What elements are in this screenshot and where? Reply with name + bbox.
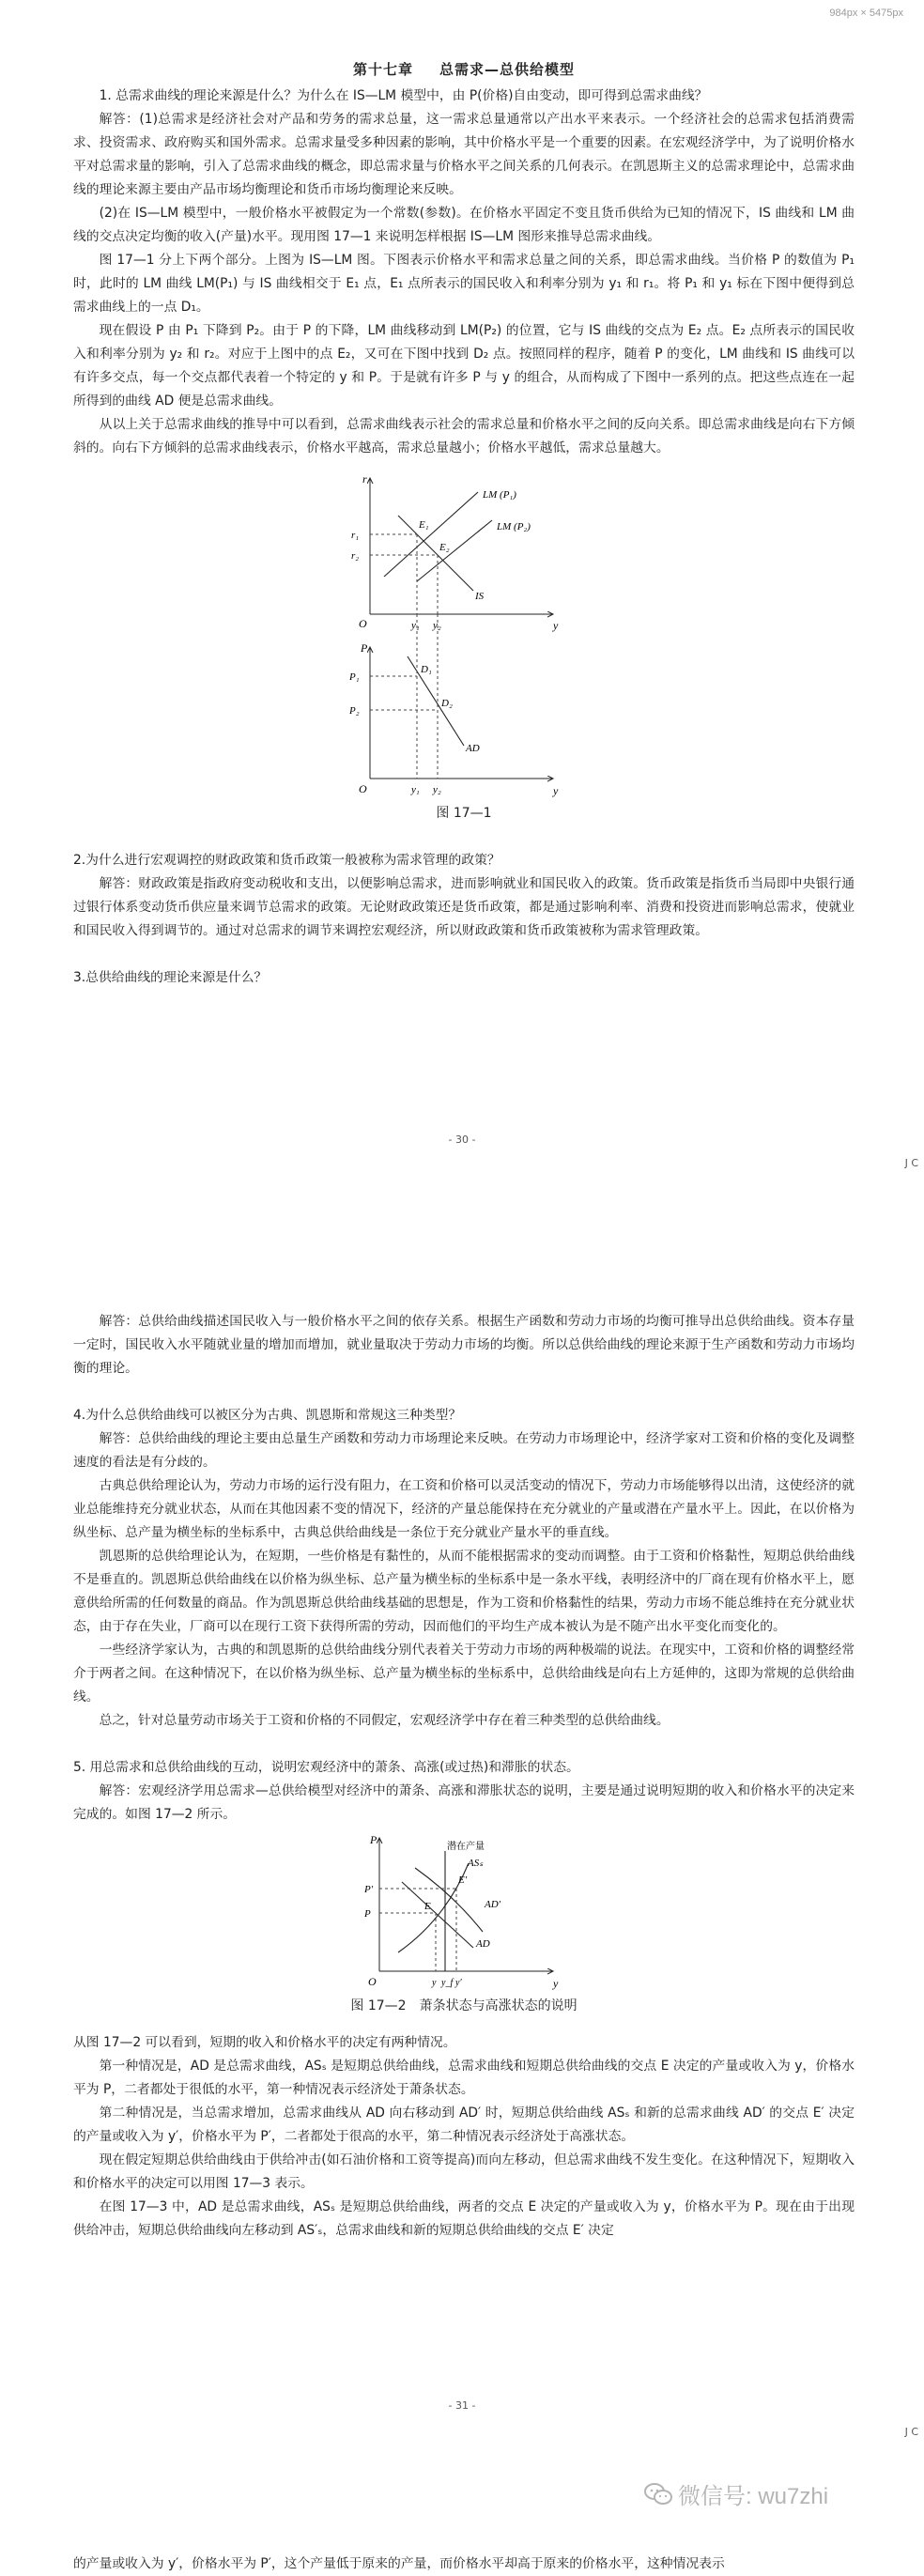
page-number-31: - 31 -: [448, 2399, 476, 2412]
case-2-boom: 第二种情况是，当总需求增加，总需求曲线从 AD 向右移动到 AD′ 时，短期总供给曲线 ASₛ 和新的总需求曲线 AD′ 的交点 E′ 决定的产量或收入为 y′，价格水平为 P′，二者都处于很高的水平，第二种情况表示经济处于高涨状态。: [73, 2106, 855, 2144]
lower-y-label: y: [553, 784, 559, 797]
e-prime-label: E′: [458, 1874, 468, 1886]
lower-origin: O: [359, 782, 367, 795]
answer-4-part-3: 凯恩斯的总供给理论认为，在短期，一些价格是有黏性的，从而不能根据需求的变动而调整。由于工资和价格黏性，短期总供给曲线不是垂直的。凯恩斯总供给曲线在以价格为纵坐标、总产量为横坐标的坐标系中是一条水平线，表明经济中的厂商在现有价格水平上，愿意供给所需的任何数量的商品。作为凯恩斯总供给曲线基础的思想是，作为工资和价格黏性的结果，劳动力市场不能总维持在充分就业状态，由于存在失业，厂商可以在现行工资下获得所需的劳动，因而他们的平均生产成本被认为是不随产出水平变化而变化的。: [73, 1549, 855, 1634]
ad-prime-label: AD′: [485, 1899, 501, 1910]
answer-1-part-1: 解答：(1)总需求是经济社会对产品和劳务的需求总量，这一需求总量通常以产出水平来表示。一个经济社会的总需求包括消费需求、投资需求、政府购买和国外需求。总需求量受多种因素的影响，其中价格水平是一个重要的因素。在宏观经济学中，为了说明价格水平对总需求量的影响，引入了总需求曲线的概念，即总需求量与价格水平之间关系的几何表示。在凯恩斯主义的总需求理论中，总需求曲线的理论来源主要由产品市场均衡理论和货币市场均衡理论来反映。: [73, 112, 855, 197]
lm1-label: LM (P₁): [483, 489, 516, 501]
case-1-recession: 第一种情况是，AD 是总需求曲线，ASₛ 是短期总供给曲线，总需求曲线和短期总供给曲线的交点 E 决定的产量或收入为 y，价格水平为 P，二者都处于很低的水平，第一种情况表示经济处于萧条状态。: [73, 2059, 855, 2097]
upper-y-label: y: [553, 619, 559, 632]
fig2-y-label: y: [553, 1977, 559, 1990]
ad-label: AD: [466, 743, 480, 754]
answer-2: 解答：财政政策是指政府变动税收和支出，以便影响总需求，进而影响就业和国民收入的政策。货币政策是指货币当局即中央银行通过银行体系变动货币供应量来调节总需求的政策。无论财政政策还是货币政策，都是通过影响利率、消费和投资进而影响总需求，使就业和国民收入得到调节的。通过对总需求的调节来调控宏观经济，所以财政政策和货币政策被称为需求管理政策。: [73, 876, 855, 938]
lower-p-label: P: [361, 641, 368, 655]
answer-4-part-5: 总之，针对总量劳动市场关于工资和价格的不同假定，宏观经济学中存在着三种类型的总供给曲线。: [99, 1713, 670, 1728]
potential-output-label: 潜在产量: [447, 1842, 485, 1852]
chapter-title: [73, 58, 855, 82]
d2-label: D₂: [441, 698, 453, 709]
answer-1-part-2: (2)在 IS—LM 模型中，一般价格水平被假定为一个常数(参数)。在价格水平固定不变且货币供给为已知的情况下，IS 曲线和 LM 曲线的交点决定均衡的收入(产量)水平。现用图 17—1 来说明怎样根据 IS—LM 图形来推导总需求曲线。: [73, 206, 855, 244]
wechat-id-text: 微信号: wu7zhi: [678, 2484, 829, 2509]
lower-y2-label: y₂: [433, 784, 441, 795]
figure-17-1-caption: 图 17—1: [436, 806, 492, 821]
y-label-fig2: y: [432, 1978, 437, 1988]
figure-17-2-explanation-intro: 从图 17—2 可以看到，短期的收入和价格水平的决定有两种情况。: [73, 2035, 456, 2050]
figure-17-2: [73, 1830, 855, 2018]
wechat-watermark: [644, 2477, 828, 2510]
jc-mark-31: J C: [904, 2426, 918, 2438]
fig2-origin: O: [368, 1975, 377, 1988]
chapter-number: 第十七章: [352, 61, 413, 78]
upper-y1-label: y₁: [411, 620, 420, 631]
question-3: 3.总供给曲线的理论来源是什么？: [73, 970, 268, 985]
image-dimensions-label: 984px × 5475px: [829, 8, 903, 19]
e2-label: E₂: [439, 542, 450, 553]
wechat-icon: [644, 2482, 672, 2507]
figure-17-2-caption: 图 17—2 萧条状态与高涨状态的说明: [350, 1998, 578, 2013]
answer-5: 解答：宏观经济学用总需求—总供给模型对经济中的萧条、高涨和滞胀状态的说明，主要是通过说明短期的收入和价格水平的决定来完成的。如图 17—2 所示。: [73, 1783, 855, 1822]
p1-label: P₁: [349, 671, 360, 683]
lm2-label: LM (P₂): [497, 521, 531, 532]
question-2: 2.为什么进行宏观调控的财政政策和货币政策一般被称为需求管理的政策？: [73, 853, 500, 868]
is-label: IS: [475, 591, 485, 602]
p2-label: P₂: [349, 705, 360, 717]
ad-label-fig2: AD: [476, 1938, 490, 1950]
answer-1-part-5: 从以上关于总需求曲线的推导中可以看到，总需求曲线表示社会的需求总量和价格水平之间的反向关系。即总需求曲线是向右下方倾斜的。向右下方倾斜的总需求曲线表示，价格水平越高，需求总量越小；价格水平越低，需求总量越大。: [73, 417, 855, 455]
r2-label: r₂: [351, 550, 360, 562]
question-5: 5. 用总需求和总供给曲线的互动，说明宏观经济中的萧条、高涨(或过热)和滞胀的状态。: [73, 1760, 579, 1775]
question-1: 1. 总需求曲线的理论来源是什么？为什么在 IS—LM 模型中，由 P(价格)自由变动，即可得到总需求曲线？: [99, 88, 708, 103]
page-number-30: - 30 -: [448, 1134, 476, 1146]
page-31: [73, 1310, 855, 2243]
answer-3: 解答：总供给曲线描述国民收入与一般价格水平之间的依存关系。根据生产函数和劳动力市场的均衡可推导出总供给曲线。资本存量一定时，国民收入水平随就业量的增加而增加，就业量取决于劳动力市场的均衡。所以总供给曲线的理论来源于生产函数和劳动力市场均衡的理论。: [73, 1314, 855, 1376]
d1-label: D₁: [421, 664, 432, 675]
figure-17-2-graph: [342, 1830, 586, 1995]
y-prime-label: y′: [455, 1978, 462, 1988]
continued-text: 的产量或收入为 y′，价格水平为 P′，这个产量低于原来的产量，而价格水平却高于原来的价格水平，这种情况表示: [73, 2556, 725, 2571]
answer-4-part-1: 解答：总供给曲线的理论主要由总量生产函数和劳动力市场理论来反映。在劳动力市场理论中，经济学家对工资和价格的变化及调整速度的看法是有分歧的。: [73, 1431, 855, 1470]
ad-curve-fig2: [402, 1882, 473, 1948]
answer-4-part-4: 一些经济学家认为，古典的和凯恩斯的总供给曲线分别代表着关于劳动力市场的两种极端的说法。在现实中，工资和价格的调整经常介于两者之间。在这种情况下，在以价格为纵坐标、总产量为横坐标的坐标系中，总供给曲线是向右上方延伸的，这即为常规的总供给曲线。: [73, 1643, 855, 1704]
jc-mark-30: J C: [904, 1157, 918, 1169]
figure-17-1-graph: [342, 464, 586, 802]
chapter-name: 总需求—总供给模型: [439, 61, 576, 78]
upper-origin: O: [359, 617, 367, 630]
supply-shock-intro: 现在假定短期总供给曲线由于供给冲击(如石油价格和工资等提高)而向左移动，但总需求曲线不发生变化。在这种情况下，短期收入和价格水平的决定可以用图 17—3 表示。: [73, 2152, 855, 2191]
lower-y1-label: y₁: [411, 784, 420, 795]
e-label: E: [424, 1901, 431, 1912]
p-label: P: [364, 1908, 371, 1920]
fig2-p-label: P: [370, 1833, 377, 1846]
upper-y2-label: y₂: [433, 620, 441, 631]
p-prime-label: P′: [364, 1884, 374, 1895]
e1-label: E₁: [419, 519, 429, 531]
r1-label: r₁: [351, 530, 360, 541]
figure-17-1: [73, 464, 855, 825]
answer-1-part-3: 图 17—1 分上下两个部分。上图为 IS—LM 图。下图表示价格水平和需求总量之间的关系，即总需求曲线。当价格 P 的数值为 P₁ 时，此时的 LM 曲线 LM(P₁) 与 IS 曲线相交于 E₁ 点，E₁ 点所表示的国民收入和利率分别为 y₁ 和 r₁。将 P₁ 和 y₁ 标在下图中便得到总需求曲线上的一点 D₁。: [73, 253, 855, 315]
answer-1-part-4: 现在假设 P 由 P₁ 下降到 P₂。由于 P 的下降，LM 曲线移动到 LM(P₂) 的位置，它与 IS 曲线的交点为 E₂ 点。E₂ 点所表示的国民收入和利率分别为 y₂ 和 r₂。对应于上图中的点 E₂，又可在下图中找到 D₂ 点。按照同样的程序，随着 P 的变化，LM 曲线和 IS 曲线可以有许多交点，每一个交点都代表着一个特定的 y 和 P。于是就有许多 P 与 y 的组合，从而构成了下图中一系列的点。把这些点连在一起所得到的曲线 AD 便是总需求曲线。: [73, 323, 855, 409]
ad-curve: [408, 656, 464, 746]
figure-17-3-explanation: 在图 17—3 中，AD 是总需求曲线，ASₛ 是短期总供给曲线，两者的交点 E 决定的产量或收入为 y，价格水平为 P。现在由于出现供给冲击，短期总供给曲线向左移动到 AS′ₛ，总需求曲线和新的短期总供给曲线的交点 E′ 决定: [73, 2199, 855, 2238]
upper-r-label: r: [362, 472, 367, 486]
question-4: 4.为什么总供给曲线可以被区分为古典、凯恩斯和常规这三种类型？: [73, 1408, 462, 1423]
answer-4-part-2: 古典总供给理论认为，劳动力市场的运行没有阻力，在工资和价格可以灵活变动的情况下，劳动力市场能够得以出清，这使经济的就业总能维持充分就业状态，从而在其他因素不变的情况下，经济的产量总能保持在充分就业的产量或潜在产量水平上。因此，在以价格为纵坐标、总产量为横坐标的坐标系中，古典总供给曲线是一条位于充分就业产量水平的垂直线。: [73, 1478, 855, 1540]
page-30: [73, 58, 855, 990]
as-s-label: ASₛ: [468, 1858, 484, 1869]
yf-label: y_f: [441, 1978, 454, 1988]
